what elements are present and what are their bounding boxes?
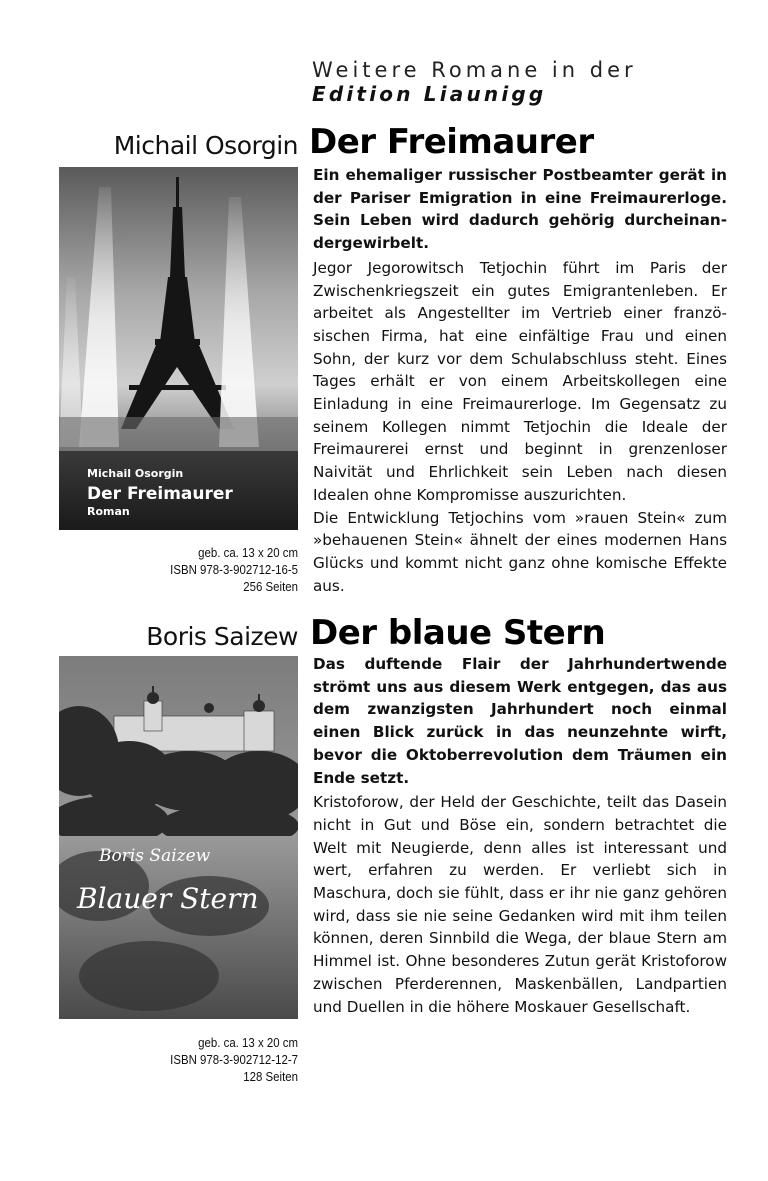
cover-title: Der Freimaurer (87, 484, 233, 504)
book1-cover (59, 167, 298, 530)
series-header-line1: Weitere Romane in der (312, 58, 637, 82)
monastery-cover-image (59, 656, 298, 1019)
book2-author: Boris Saizew (146, 622, 298, 651)
book1-paragraph: Jegor Jegorowitsch Tetjochin führt im Paris der Zwischenkriegszeit ein gutes Emigrantenleben. Er arbeitet als Angestellter im Vertrieb einer französischen Firma, hat eine einfältige Frau und einen Sohn, der kurz vor dem Schulabschluss steht. Eines Tages erhält er von einem Arbeitskollegen eine Einladung in eine Freimaurerloge. Im Gegensatz zu seinem Kollegen nimmt Tetjochin die Ideale der Freimaurerei ernst und beginnt in grenzenloser Naivität und Ehrlichkeit sein Leben nach diesen Idealen ohne Kompromisse auszurichten. (313, 258, 727, 504)
book2-description (313, 653, 727, 1018)
book2-pages: 128 Seiten (243, 1069, 298, 1084)
book2-format: geb. ca. 13 x 20 cm (198, 1035, 298, 1050)
book1-description (313, 164, 727, 597)
book2-cover (59, 656, 298, 1019)
book2-paragraph: Kristoforow, der Held der Geschichte, teilt das Dasein nicht in Gut und Böse ein, sondern betrachtet die Welt mit Neugierde, denn alles ist interessant und wert, erfahren zu werden. Er verliebt sich in Maschura, doch sie fühlt, dass er ihr nie ganz gehören wird, dass sie nie seine Gedanken wird mit ihm teilen können, deren Sinnbild die Wega, der blaue Stern am Himmel ist. Ohne besonderes Zutun gerät Kristoforow zwischen Pferderennen, Maskenbällen, Landpartien und Duellen in die höhere Moskauer Gesellschaft. (313, 793, 727, 1016)
book1-isbn: ISBN 978-3-902712-16-5 (170, 562, 298, 577)
book1-author: Michail Osorgin (113, 131, 298, 160)
cover-author: Michail Osorgin (87, 467, 184, 480)
book2-lead: Das duftende Flair der Jahrhundertwende strömt uns aus diesem Werk entgegen, das aus dem zwanzigsten Jahrhundert noch einmal einen Blick zurück in das neunzehnte wirft, bevor die Oktoberrevolution dem Träumen ein Ende setzt. (313, 655, 727, 787)
series-header-line2: Edition Liaunigg (312, 82, 547, 106)
cover-subtitle: Roman (87, 505, 130, 518)
book1-format: geb. ca. 13 x 20 cm (198, 545, 298, 560)
book2-title: Der blaue Stern (310, 613, 606, 653)
book1-pages: 256 Seiten (243, 579, 298, 594)
book2-specs (120, 1034, 298, 1085)
series-header (312, 58, 732, 106)
book1-title: Der Freimaurer (309, 122, 594, 162)
book1-paragraph: Die Entwicklung Tetjochins vom »rauen Stein« zum »behauenen Stein« ähnelt der eines modernen Hans Glücks und kommt nicht ganz ohne komische Effekte aus. (313, 508, 727, 595)
book2-isbn: ISBN 978-3-902712-12-7 (170, 1052, 298, 1067)
eiffel-tower-cover-image (59, 167, 298, 530)
book1-specs (120, 544, 298, 595)
cover-title: Blauer Stern (77, 882, 259, 915)
book1-lead: Ein ehemaliger russischer Postbeamter gerät in der Pariser Emigration in eine Freimaurerloge. Sein Leben wird dadurch gehörig durcheinandergewirbelt. (313, 166, 727, 253)
cover-author: Boris Saizew (99, 846, 211, 866)
